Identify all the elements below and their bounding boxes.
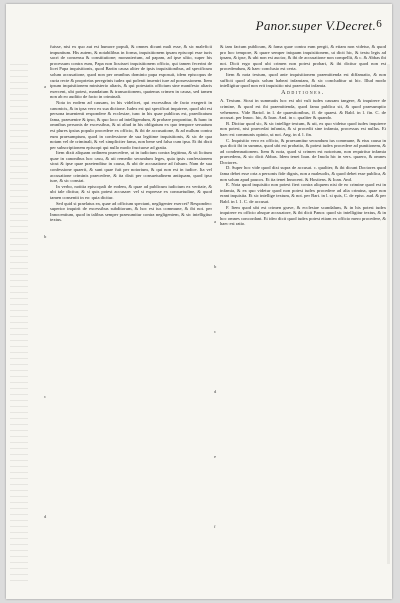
right-text-column — [220, 44, 386, 596]
margin-letter: b — [44, 234, 47, 239]
addition-paragraph: E. Nota quod inquisitio non potest fieri contra aliquem nisi de eo crimine quod est in infamia, & ex quo videtur quod non potest iudex procedere ad alia crimina, quae non erant inquisita. Et sic intellige textum, & not. per Bart. in l. si quis, C. de episc. aud. & per Bald. in l. 1. C. de accusat. — [220, 182, 386, 205]
paragraph: & iam factum publicum, & fama quae contra eum pergit, & etiam non videtur, & quod pro hoc tempore, & quare semper iniquam inquisitionem, ut dicit hic, & textu legis ad ipsam, & ipse, & ubi non est auctor, & ibi de accusatione non compellit, & c. & Abbas ibi not. Dicit ergo quod ubi crimen non potest probari, & ibi dicitur quod non est procedendum, & haec conclusio est certa. — [220, 44, 386, 72]
running-title: Panor.super V.Decret. — [255, 18, 376, 33]
margin-letter: a — [44, 84, 47, 89]
addition-paragraph: B. Dicitur quod sic, & sic intellige textum, & uti, ex quo videtur quod iudex inquirere non potest, nisi praecedat infamia, & si procedit sine infamia, processus est nullus. Et haec est communis opinio, ut not. Ang. in d. l. fin. — [220, 120, 386, 137]
folio-number: 6 — [376, 18, 382, 30]
margin-letter: d — [44, 514, 47, 519]
facing-page-bleed — [10, 64, 28, 584]
paragraph: Sed quid si praelatus ea, quae ad officium spectant, negligenter exercet? Respondeo: superior inquirit de excessibus subditorum, & hoc est ius commune, & ibi not. per Innocentium, quod in talibus semper praesumitur contra negligentem, & sic intelligitur textus. — [50, 200, 212, 223]
paragraph: In verbo, notitia episcopali de eodem, & quae ad publicum iudicium ex veritate, & ubi tale dicitur, & si quis potest accusare: vel si expresse ex consuetudine, & quod tamen consentit in eo: quia dicitur. — [50, 183, 212, 201]
margin-letter: f — [214, 524, 216, 529]
paragraph: fuisse, nisi ex quo aut est humore populi, & omnes dicunt mali esse, & sic maleficii impunitum. His autem, & notabilibus in forma, inquisitionem ipsam episcopi esse iuris sacri de consensu & constitutione; monasterium, ad papam, ad ipse ultio, super his processum contra eum, Papa non licuisset inquisitionem officio, qui tamen fecerint de licet Papa inquisitionis, quod Bartin causa aliter de ipsis inquisitionibus, ad specificum solum accusatione, quod non per omnibus dominio papa exposuit, idem episcopus de curia recte & proprietas peregrinis iudex qui polenti inueniri iure ad possessionem. Item ipsum inquisitionem ministerio altaris, & qui potestatis officium sine manifesto altaris exercent, ubi potest, mandatum & transactionem, quatenus crimen in causa, sed tamen non ab eo auditio de facto in criminali. — [50, 44, 212, 100]
margin-letter: a — [214, 219, 217, 224]
margin-letter: e — [214, 454, 217, 459]
paragraph: Item & nota textum, quod ante inquisitionem praemittenda est diffamatio, & non sufficit quod aliquis solum habeat infamiam, & sic concluditur ut hic. Illud modo intelligitur quod non erit inquisitio nisi praecedat infamia. — [220, 71, 386, 89]
additions-heading: Additiones. — [281, 89, 325, 96]
paragraph: Nota in eodem ad causam, in his videlicet, qui excessibus de facto exegerit in canonicis, & in ipsa vero ex sua dictione. Iudex est qui specificat inquirere, quod ubi est persona inuenienti respondere & ecclesiae, tunc in his quae publicus est, praedicatum fama, praeuenire & ipso, & quo loco ad intelligendum, & probare proponitur, & hanc in omnibus personis de excessibus, & ut aliud in his obligatum ex quo tempore seruatum est plures ipsius populo procedere ex officio, & ibi de accusatione, & ad nullum contra eum praesumptum, quod in confessione de sua legitime inquisitionis, & sic de qua notam vel de criminali, & vel simpliciter fama, non bene sed falsa cum ipsa. Et ibi dixit per subscriptionem episcopi qui nullo modo fructuose ad gratia. — [50, 99, 212, 150]
paragraph: Item dixit aliquam ordinem praecedere, ut in iudicium contra legitima, & sit licitum quae in canonibus hoc casu, & uti remedio secundum leges, quia ipsis confessionem sicut & ipse quae praetenditur in causa, & ubi de accusatione ad falsum. Nam de sua confessione quaerit, & sunt quae fuit per notorium, & qui non est in iudice. Ita vel accusatione criminis praecedere, & ita dixit per consuetudinem antiquam, quod ipso iure, & sic constat. — [50, 150, 212, 184]
addition-paragraph: F. Item quod ubi est crimen grave, & ecclesiae scandalum, & in his potest iudex inquirere ex officio absque accusatore, & ibi dicit Panor. quod sic intelligitur textus, & in hoc omnes concordant. Et ideo dicit quod iudex potest etiam ex officio mero procedere, & haec est ratio. — [220, 204, 386, 227]
addition-paragraph: A. Textum. Sicut in summatis hoc est ubi vult iudex causam tangere, & inquirere de crimine, & quod est ibi praemittenda, quod fama publica sit, & quod praesumptio vehemens. Vide Bartol. in l. de quaestionibus, ff. de quaest. & Bald. in l. fin. C. de accusat. per Innoc. hic, & Ioan. And. in c. qualiter & quando. — [220, 98, 386, 121]
addition-paragraph: C. Inquisitio vero ex officio, & praesumitur secundum ius commune, & eius causa in qua dicit ibi in summa, quod ubi est probatio, & potest iudex procedere ad punitionem, & ad condemnationem. Item & nota, quod si crimen est notorium, non requiritur infamia praecedens, & sic dicit Abbas. Idem tenet Ioan. de Imola hic in vers. quaero, & omnes Doctores. — [220, 137, 386, 165]
book-page — [6, 4, 392, 599]
addition-paragraph: D. Super hoc vide quod dixi supra de accusat. c. qualiter, & ibi dicunt Doctores quod fama debet esse orta a personis fide dignis, non a maleuolis, & quod debet esse publica, & non solum apud paucos. Et ita tenet Innocent. & Hostiens. & Ioan. And. — [220, 165, 386, 182]
margin-letter: d — [214, 389, 217, 394]
left-text-column — [50, 44, 212, 596]
margin-letter: c — [44, 394, 47, 399]
page-edge-shadow — [387, 64, 390, 564]
running-header — [156, 18, 386, 36]
margin-letter: b — [214, 264, 217, 269]
margin-letter: c — [214, 329, 217, 334]
